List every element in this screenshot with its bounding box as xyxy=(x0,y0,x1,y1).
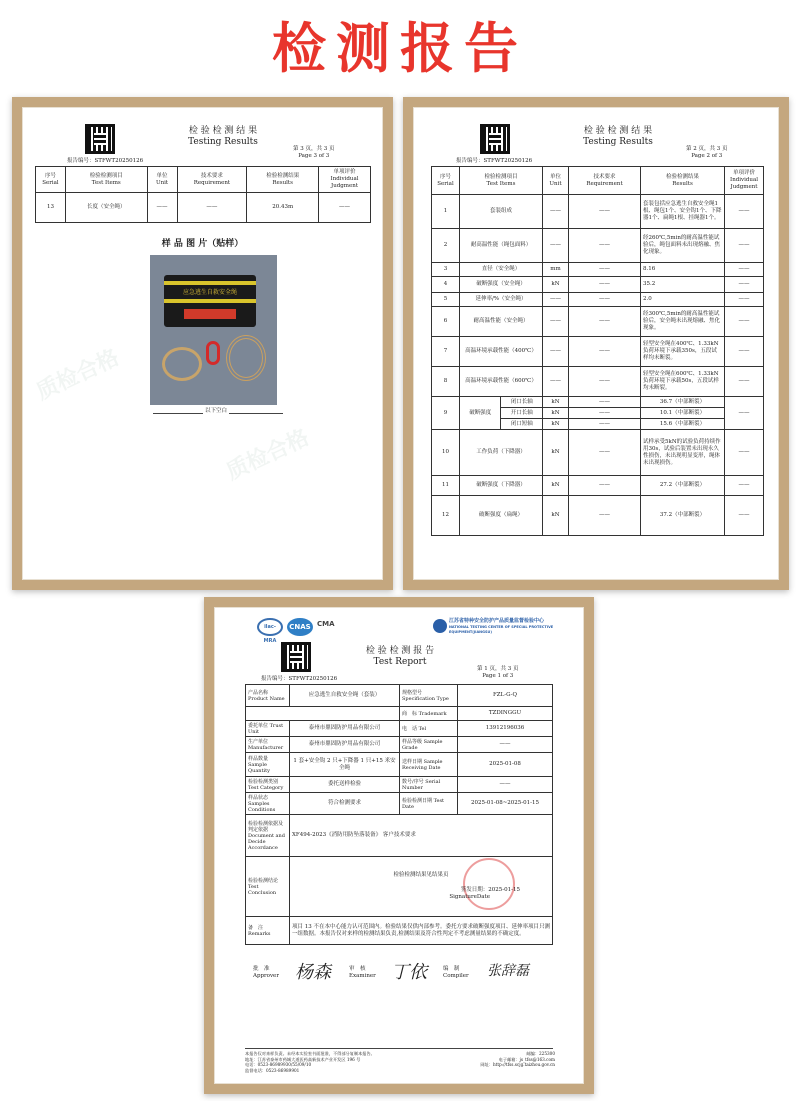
report-title-en: Test Report xyxy=(373,657,427,667)
results-title xyxy=(143,126,303,148)
header-judge-cn: 单项评价 xyxy=(333,169,356,175)
footer-line: 邮编：225300 xyxy=(526,1051,555,1056)
cell-serial: 11 xyxy=(432,476,460,496)
page-banner-title: 检测报告 xyxy=(272,17,528,80)
report-page-2 xyxy=(413,107,779,580)
table-row xyxy=(432,397,764,408)
label-test-date: 检验检测日期 Test Date xyxy=(400,793,458,815)
cell-unit: mm xyxy=(543,263,569,277)
results-title-en: Testing Results xyxy=(188,137,258,147)
cell-serial: 3 xyxy=(432,263,460,277)
cell-sub-item: 闭口短轴 xyxy=(501,419,543,430)
page-indicator-en: Page 2 of 3 xyxy=(691,153,723,159)
results-title-en: Testing Results xyxy=(583,137,653,147)
page-indicator-cn: 第 2 页，共 3 页 xyxy=(686,146,728,152)
value-product-name: 应急逃生自救安全绳（套装） xyxy=(290,685,400,707)
page-indicator xyxy=(293,146,335,160)
value-conditions: 符合检测要求 xyxy=(290,793,400,815)
cell-req: —— xyxy=(569,195,641,229)
cell-serial: 12 xyxy=(432,496,460,536)
sample-photo-title: 样 品 图 片（贴样） xyxy=(161,239,244,249)
info-row xyxy=(246,777,553,793)
footer-right xyxy=(455,1051,555,1068)
info-row xyxy=(246,793,553,815)
cell-sub-item: 开口长轴 xyxy=(501,408,543,419)
cell-result: 36.7（中部断裂） xyxy=(641,397,725,408)
info-row xyxy=(246,685,553,707)
table-row xyxy=(432,307,764,337)
cell-unit: kN xyxy=(543,277,569,293)
issue-date xyxy=(292,887,550,894)
label-spec: 规格型号 Specification Type xyxy=(400,685,458,707)
header-unit-cn: 单位 xyxy=(549,173,561,180)
value-grade: —— xyxy=(458,737,553,753)
bag-stripe xyxy=(164,281,256,285)
qr-code-icon xyxy=(281,642,311,672)
qr-code-icon xyxy=(85,124,115,154)
cell-item: 破断强度（下降器） xyxy=(460,476,543,496)
cell-serial: 6 xyxy=(432,307,460,337)
rope-bag xyxy=(164,275,256,327)
header-results-en: Results xyxy=(272,179,293,186)
header-unit-en: Unit xyxy=(155,179,169,186)
header-judge-cn: 单项评价 xyxy=(732,170,755,176)
cell-sub-item: 闭口长轴 xyxy=(501,397,543,408)
page-indicator xyxy=(686,146,728,160)
cell-result: 2.0 xyxy=(641,293,725,307)
cell-unit: kN xyxy=(543,476,569,496)
cell-result: 10.1（中部断裂） xyxy=(641,408,725,419)
header-req-en: Requirement xyxy=(193,179,231,186)
report-number-label: 报告编号： xyxy=(456,158,484,164)
report-number-value: STFWT20250126 xyxy=(94,158,144,164)
header-items-en: Test Items xyxy=(486,180,516,187)
header-items-cn: 检验检测项目 xyxy=(89,172,123,179)
results-table xyxy=(35,166,371,223)
value-trust-unit: 泰州市鼎固防护用品有限公司 xyxy=(290,721,400,737)
label-basis: 检验检测依据及判定依据 Document and Decide Accordance xyxy=(246,815,290,857)
header-serial xyxy=(432,167,460,195)
approver-label: 批 准 Approver xyxy=(253,966,279,979)
value-basis: XF494-2023《消防用防坠落装备》 客户技术要求 xyxy=(290,815,553,857)
report-number-value: STFWT20250126 xyxy=(288,676,338,682)
table-header-row xyxy=(36,167,371,193)
report-number xyxy=(67,158,143,165)
cell-judge: —— xyxy=(725,307,764,337)
footer-divider xyxy=(245,1048,553,1049)
cell-judge: —— xyxy=(725,195,764,229)
table-row xyxy=(36,193,371,223)
cell-req: —— xyxy=(569,397,641,408)
value-conclusion-cell xyxy=(290,857,553,917)
header-items-en: Test Items xyxy=(91,179,121,186)
value-test-date: 2025-01-08~2025-01-15 xyxy=(458,793,553,815)
report-page-3-frame xyxy=(12,97,393,590)
cell-unit: kN xyxy=(543,397,569,408)
cell-req: —— xyxy=(569,293,641,307)
report-number-value: STFWT20250126 xyxy=(483,158,533,164)
cell-result: 20.43m xyxy=(247,193,319,223)
cell-item: 破断强度 xyxy=(460,397,501,430)
cell-serial: 10 xyxy=(432,430,460,476)
table-row xyxy=(432,277,764,293)
header-serial-en: Serial xyxy=(437,180,454,187)
cell-unit: kN xyxy=(543,430,569,476)
label-category: 检验检测类别 Test Category xyxy=(246,777,290,793)
cell-judge: —— xyxy=(725,367,764,397)
sample-photo xyxy=(150,255,277,405)
cell-judge: —— xyxy=(725,397,764,430)
cell-result: 经260℃,5min的耐高温性能试验后，绳包面料未出现熔融、焦化现象。 xyxy=(641,229,725,263)
header-items xyxy=(65,167,147,193)
center-name-cn: 江苏省特种安全防护产品质量监督检验中心 xyxy=(449,618,545,624)
header-items-cn: 检验检测项目 xyxy=(484,173,518,180)
cell-serial: 1 xyxy=(432,195,460,229)
cell-req: —— xyxy=(569,476,641,496)
cell-judge: —— xyxy=(725,293,764,307)
footer-line: 监督电话：0523-86989901 xyxy=(245,1067,300,1073)
cell-unit: —— xyxy=(543,307,569,337)
table-row xyxy=(432,496,764,536)
cell-result: 试样承受5kN的试验负荷持续作用30s，试验后装置未出现永久性损伤，未出现明显变形，绳体未出现损伤。 xyxy=(641,430,725,476)
footer-line: 电话：0523-86989930/55/09/10 xyxy=(245,1062,312,1068)
table-row xyxy=(432,367,764,397)
bag-stripe xyxy=(164,299,256,303)
flat-rope-coil xyxy=(162,347,202,381)
cell-result: 轻型安全绳在600℃、1.33kN负荷环境下承载50s，五段试样均未断裂。 xyxy=(641,367,725,397)
label-remarks: 备 注 Remarks xyxy=(246,917,290,945)
header-unit xyxy=(543,167,569,195)
value-remarks: 项目 13 不在本中心能力认可范围内。检验结果仅供内部参考。委托方要求破断强度项目、延伸率项目只测一组数据。本报告仅对来样的检测结果负责,检测结果及符合性判定不考虑测量结果的不确定度。 xyxy=(290,917,553,945)
value-receiving-date: 2025-01-08 xyxy=(458,753,553,777)
label-quantity: 样品数量 Sample Quantity xyxy=(246,753,290,777)
report-page-1 xyxy=(214,607,584,1084)
table-row xyxy=(432,337,764,367)
watermark: 质检合格 xyxy=(32,345,124,406)
cell-result: 35.2 xyxy=(641,277,725,293)
cell-unit: —— xyxy=(543,293,569,307)
watermark: 质检合格 xyxy=(222,425,314,486)
value-spec: FZL-G-Q xyxy=(458,685,553,707)
header-req-cn: 技术要求 xyxy=(200,172,223,179)
cell-unit: —— xyxy=(147,193,177,223)
cnas-logo-icon: CNAS xyxy=(287,618,313,636)
footer-line: 网址：http://tfss.scjg.taizhou.gov.cn xyxy=(480,1062,555,1068)
label-serial-number: 数号/序号 Serial Number xyxy=(400,777,458,793)
cell-serial: 5 xyxy=(432,293,460,307)
report-number-label: 报告编号： xyxy=(261,676,289,682)
table-row xyxy=(432,293,764,307)
value-quantity: 1 套+安全钩 2 只+下降器 1 只+15 米安全绳 xyxy=(290,753,400,777)
header-serial xyxy=(36,167,66,193)
cell-result: 27.2（中部断裂） xyxy=(641,476,725,496)
compiler-signature: 张辞磊 xyxy=(487,963,529,979)
report-page-1-frame xyxy=(204,597,594,1094)
value-conclusion: 检验检测结果见结果页 xyxy=(393,872,449,878)
cell-req: —— xyxy=(569,337,641,367)
header-req xyxy=(177,167,247,193)
cell-req: —— xyxy=(569,263,641,277)
value-trademark: TZDINGGU xyxy=(458,707,553,721)
page-indicator-cn: 第 1 页，共 3 页 xyxy=(477,666,519,672)
header-results xyxy=(247,167,319,193)
header-serial-en: Serial xyxy=(42,179,59,186)
header-req-en: Requirement xyxy=(586,180,623,187)
cell-req: —— xyxy=(569,419,641,430)
cell-judge: —— xyxy=(725,496,764,536)
cell-judge: —— xyxy=(725,476,764,496)
center-name-en: NATIONAL TESTING CENTER OF SPECIAL PROTECTIVE EQUIPMENT(JIANGSU) xyxy=(449,625,554,634)
cell-unit: —— xyxy=(543,195,569,229)
cell-unit: —— xyxy=(543,229,569,263)
header-results xyxy=(641,167,725,195)
cell-item: 破断强度（安全绳） xyxy=(460,277,543,293)
cell-item: 耐高温性能（绳包面料） xyxy=(460,229,543,263)
label-conclusion: 检验检测结论 Test Conclusion xyxy=(246,857,290,917)
cell-result: 轻型安全绳在400℃、1.33kN负荷环境下承载350s，五段试样均未断裂。 xyxy=(641,337,725,367)
report-title-cn: 检 验 检 测 报 告 xyxy=(365,646,435,656)
results-title xyxy=(538,126,698,148)
label-tel: 电 话 Tel xyxy=(400,721,458,737)
cell-judge: —— xyxy=(319,193,371,223)
cell-serial: 9 xyxy=(432,397,460,430)
cell-judge: —— xyxy=(725,229,764,263)
center-name xyxy=(449,618,569,635)
compiler-label: 编 制 Compiler xyxy=(443,966,469,979)
cell-req: —— xyxy=(569,367,641,397)
page-indicator-cn: 第 3 页，共 3 页 xyxy=(293,146,335,152)
header-unit-cn: 单位 xyxy=(156,172,168,179)
label-trademark: 商 标 Trademark xyxy=(400,707,458,721)
cell-item: 延伸率/%（安全绳） xyxy=(460,293,543,307)
cell-item: 高温环境承载性能（600℃） xyxy=(460,367,543,397)
ilac-logo-icon: ilac-MRA xyxy=(257,618,283,636)
issue-date-value: 2025-01-15 xyxy=(488,887,520,893)
label-grade: 样品等级 Sample Grade xyxy=(400,737,458,753)
page-indicator xyxy=(477,666,519,680)
issue-date-en: SignatureDate xyxy=(449,894,490,900)
report-number xyxy=(456,158,532,165)
value-serial-number: —— xyxy=(458,777,553,793)
cell-serial: 2 xyxy=(432,229,460,263)
cell-result: 37.2（中部断裂） xyxy=(641,496,725,536)
cell-req: —— xyxy=(569,408,641,419)
cell-serial: 7 xyxy=(432,337,460,367)
cell-item: 工作负荷（下降器） xyxy=(460,430,543,476)
bag-red-tag xyxy=(184,309,236,319)
results-table xyxy=(431,166,764,536)
carabiner-icon xyxy=(206,341,220,365)
page-indicator-en: Page 1 of 3 xyxy=(482,673,514,679)
table-row xyxy=(432,476,764,496)
cell-serial: 4 xyxy=(432,277,460,293)
cell-judge: —— xyxy=(725,430,764,476)
footer-left xyxy=(245,1051,445,1073)
cell-result: 套装包括应急逃生自救安全绳1根、绳包1个、安全钩1个、下降器1个、扁绳1根、挂绳器1个。 xyxy=(641,195,725,229)
label-manufacturer: 生产单位 Manufacturer xyxy=(246,737,290,753)
label-trust-unit: 委托单位 Trust Unit xyxy=(246,721,290,737)
cell-req: —— xyxy=(569,307,641,337)
value-category: 委托送样检验 xyxy=(290,777,400,793)
info-row xyxy=(246,917,553,945)
report-title xyxy=(335,646,465,668)
cell-item: 耐高温性能（安全绳） xyxy=(460,307,543,337)
header-serial-cn: 序号 xyxy=(44,172,56,179)
blank-note: 以下空白 xyxy=(205,408,228,414)
cell-unit: —— xyxy=(543,367,569,397)
issue-date-label: 签发日期： xyxy=(460,887,489,893)
cell-item: 直径（安全绳） xyxy=(460,263,543,277)
report-page-3 xyxy=(22,107,383,580)
blank-cell xyxy=(246,707,400,721)
cell-unit: kN xyxy=(543,496,569,536)
approver-signature: 杨森 xyxy=(295,962,331,983)
info-row xyxy=(246,721,553,737)
examiner-label: 审 核 Examiner xyxy=(349,966,376,979)
examiner-signature: 丁依 xyxy=(391,962,427,983)
header-unit-en: Unit xyxy=(549,180,562,187)
header-results-cn: 检验检测结果 xyxy=(266,172,300,179)
header-judge-en: Individual Judgment xyxy=(330,176,359,189)
cell-result: 15.6（中部断裂） xyxy=(641,419,725,430)
header-req-cn: 技术要求 xyxy=(593,173,616,180)
cell-item: 套装组成 xyxy=(460,195,543,229)
cell-judge: —— xyxy=(725,263,764,277)
bag-label: 应急逃生自救安全绳 xyxy=(182,289,237,296)
value-tel: 13912196036 xyxy=(458,721,553,737)
cell-serial: 8 xyxy=(432,367,460,397)
header-req xyxy=(569,167,641,195)
label-receiving-date: 送样日期 Sample Receiving Date xyxy=(400,753,458,777)
info-row xyxy=(246,707,553,721)
cell-item: 长度（安全绳） xyxy=(65,193,147,223)
header-judge-en: Individual Judgment xyxy=(730,177,758,190)
header-items xyxy=(460,167,543,195)
cell-req: —— xyxy=(569,496,641,536)
qr-code-icon xyxy=(480,124,510,154)
value-manufacturer: 泰州市鼎固防护用品有限公司 xyxy=(290,737,400,753)
header-results-cn: 检验检测结果 xyxy=(665,173,699,180)
cell-req: —— xyxy=(569,430,641,476)
cell-serial: 13 xyxy=(36,193,66,223)
cell-result: 经300℃,5min的耐高温性能试验后，安全绳未出现熔融、焦化现象。 xyxy=(641,307,725,337)
table-row xyxy=(432,229,764,263)
info-row xyxy=(246,815,553,857)
report-number xyxy=(261,676,337,683)
results-title-cn: 检 验 检 测 结 果 xyxy=(188,126,258,136)
center-logo-icon xyxy=(433,619,447,633)
cell-req: —— xyxy=(177,193,247,223)
page-indicator-en: Page 3 of 3 xyxy=(298,153,330,159)
info-row xyxy=(246,737,553,753)
footer-line: 电子邮箱：js_tfss@163.com xyxy=(498,1056,555,1062)
label-conditions: 样品状态 Samples Conditions xyxy=(246,793,290,815)
footer-line: 本报告仅对来样负责。未经本实验室书面批准，不得部分复制本报告。 xyxy=(245,1051,375,1056)
report-number-label: 报告编号： xyxy=(67,158,95,164)
footer-line: 地址：江苏省泰州市药城大道医药高新技术产业开发区 196 号 xyxy=(245,1056,361,1062)
info-row xyxy=(246,857,553,917)
safety-rope-coil xyxy=(226,335,266,381)
cell-judge: —— xyxy=(725,277,764,293)
cell-req: —— xyxy=(569,229,641,263)
cell-item: 高温环境承载性能（400℃） xyxy=(460,337,543,367)
table-header-row xyxy=(432,167,764,195)
cell-result: 8.16 xyxy=(641,263,725,277)
cell-item: 破断强度（扁绳） xyxy=(460,496,543,536)
table-row xyxy=(432,263,764,277)
header-serial-cn: 序号 xyxy=(439,173,451,180)
header-judge xyxy=(725,167,764,195)
report-page-2-frame xyxy=(403,97,789,590)
label-product-name: 产品名称 Product Name xyxy=(246,685,290,707)
results-title-cn: 检 验 检 测 结 果 xyxy=(583,126,653,136)
info-row xyxy=(246,753,553,777)
table-row xyxy=(432,195,764,229)
cell-req: —— xyxy=(569,277,641,293)
report-info-table xyxy=(245,684,553,945)
cell-unit: kN xyxy=(543,408,569,419)
cell-unit: kN xyxy=(543,419,569,430)
header-unit xyxy=(147,167,177,193)
cell-unit: —— xyxy=(543,337,569,367)
header-results-en: Results xyxy=(672,180,693,187)
table-row xyxy=(432,430,764,476)
header-judge xyxy=(319,167,371,193)
cell-judge: —— xyxy=(725,337,764,367)
cma-logo-icon: CMA xyxy=(317,620,335,628)
